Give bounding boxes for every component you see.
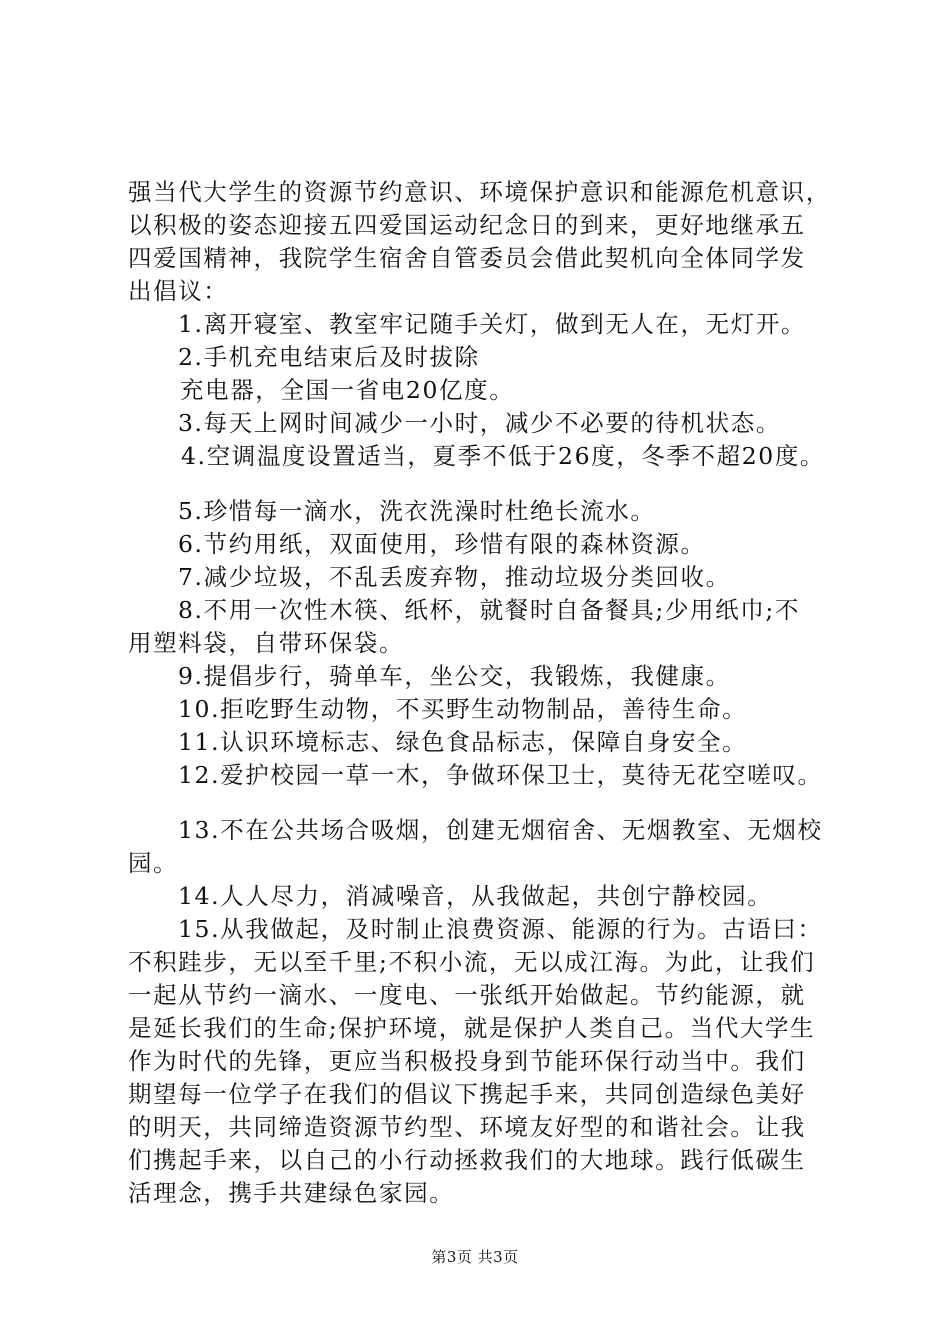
list-item: 1.离开寝室、教室牢记随手关灯，做到无人在，无灯开。 bbox=[178, 310, 807, 338]
body-line: 期望每一位学子在我们的倡议下携起手来，共同创造绿色美好 bbox=[128, 1080, 806, 1108]
body-line: 以积极的姿态迎接五四爱国运动纪念日的到来，更好地继承五 bbox=[128, 211, 806, 239]
body-line: 是延长我们的生命;保护环境，就是保护人类自己。当代大学生 bbox=[128, 1014, 816, 1042]
list-item: 11.认识环境标志、绿色食品标志，保障自身安全。 bbox=[178, 728, 748, 756]
list-item: 4.空调温度设置适当，夏季不低于26度，冬季不超20度。 bbox=[181, 442, 826, 470]
list-item: 6.节约用纸，双面使用，珍惜有限的森林资源。 bbox=[178, 530, 706, 558]
list-item: 2.手机充电结束后及时拔除 bbox=[178, 343, 480, 371]
body-line: 出倡议： bbox=[128, 277, 229, 305]
list-item: 12.爱护校园一草一木，争做环保卫士，莫待无花空嗟叹。 bbox=[178, 761, 823, 789]
list-item-continuation: 园。 bbox=[128, 849, 179, 877]
list-item-continuation: 充电器，全国一省电20亿度。 bbox=[180, 376, 515, 404]
list-item: 3.每天上网时间减少一小时，减少不必要的待机状态。 bbox=[178, 409, 781, 437]
list-item: 13.不在公共场合吸烟，创建无烟宿舍、无烟教室、无烟校 bbox=[178, 816, 823, 844]
list-item: 8.不用一次性木筷、纸杯，就餐时自备餐具;少用纸巾;不 bbox=[178, 596, 800, 624]
body-line: 一起从节约一滴水、一度电、一张纸开始做起。节约能源，就 bbox=[128, 981, 806, 1009]
body-line: 作为时代的先锋，更应当积极投身到节能环保行动当中。我们 bbox=[128, 1047, 806, 1075]
list-item-continuation: 用塑料袋，自带环保袋。 bbox=[128, 629, 405, 657]
list-item: 15.从我做起，及时制止浪费资源、能源的行为。古语曰： bbox=[178, 915, 823, 943]
list-item: 9.提倡步行，骑单车，坐公交，我锻炼，我健康。 bbox=[178, 662, 731, 690]
body-line: 不积跬步，无以至千里;不积小流，无以成江海。为此，让我们 bbox=[128, 948, 816, 976]
body-line: 们携起手来，以自己的小行动拯救我们的大地球。践行低碳生 bbox=[128, 1146, 806, 1174]
page-number-footer: 第3页 共3页 bbox=[431, 1248, 519, 1266]
body-line: 四爱国精神，我院学生宿舍自管委员会借此契机向全体同学发 bbox=[128, 244, 806, 272]
body-line: 的明天，共同缔造资源节约型、环境友好型的和谐社会。让我 bbox=[128, 1113, 806, 1141]
list-item: 5.珍惜每一滴水，洗衣洗澡时杜绝长流水。 bbox=[178, 497, 656, 525]
list-item: 10.拒吃野生动物，不买野生动物制品，善待生命。 bbox=[178, 695, 748, 723]
body-line: 强当代大学生的资源节约意识、环境保护意识和能源危机意识， bbox=[128, 178, 831, 206]
body-line: 活理念，携手共建绿色家园。 bbox=[128, 1179, 455, 1207]
list-item: 14.人人尽力，消减噪音，从我做起，共创宁静校园。 bbox=[178, 882, 773, 910]
list-item: 7.减少垃圾，不乱丢废弃物，推动垃圾分类回收。 bbox=[178, 563, 731, 591]
